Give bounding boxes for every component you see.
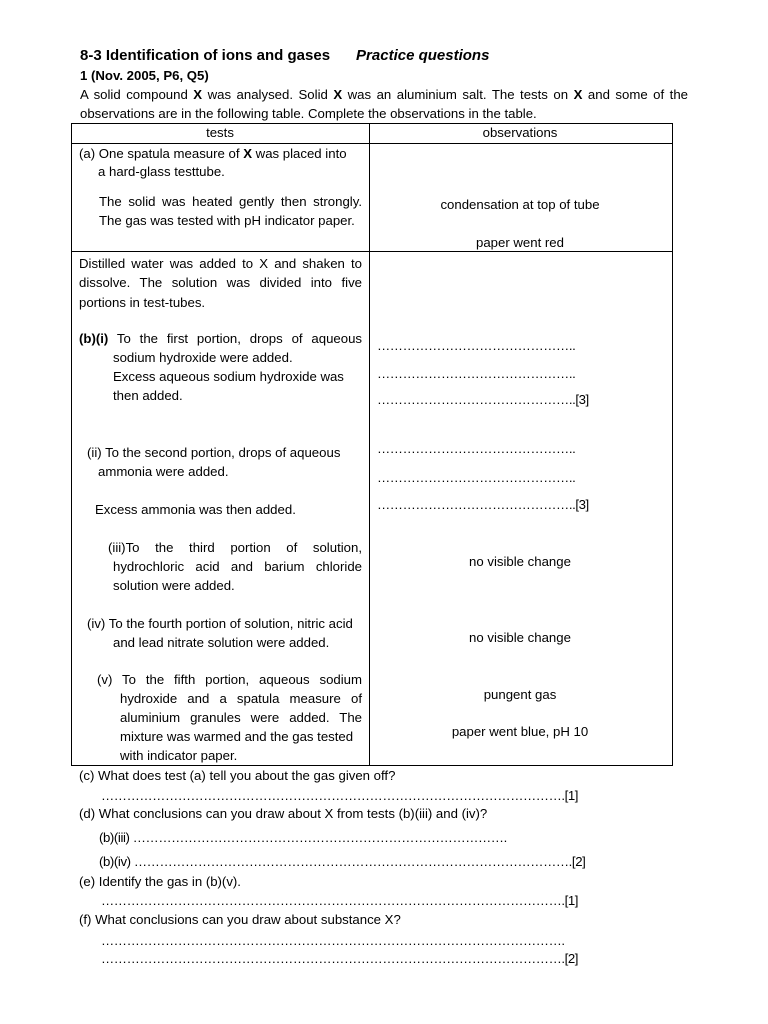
- test-b-ii-line1: (ii) To the second portion, drops of aqueous: [87, 445, 341, 460]
- question-d: (d) What conclusions can you draw about X from tests (b)(iii) and (iv)?: [79, 806, 488, 821]
- answer-line-c[interactable]: ……………………………………………………………………………………………….[1]: [101, 788, 579, 803]
- answer-line-b-i-3[interactable]: ………………………………………..[3]: [377, 392, 589, 407]
- answer-line-d-iv[interactable]: (b)(iv) ………………………………………………………………………………………….[2]: [99, 854, 586, 869]
- table-row-divider: [71, 251, 672, 252]
- obs-b-v-pungent: pungent gas: [483, 687, 557, 702]
- test-b-iii-line1: (iii)To the third portion of solution,: [108, 540, 362, 555]
- test-b-intro: Distilled water was added to X and shaken to dissolve. The solution was divided into five portions in test-tubes.: [79, 256, 362, 310]
- test-b-ii-line2: ammonia were added.: [98, 464, 229, 479]
- test-b-iv-line2: and lead nitrate solution were added.: [113, 635, 330, 650]
- test-b-iv-line1: (iv) To the fourth portion of solution, nitric acid: [87, 616, 353, 631]
- test-b-iii-line2: hydrochloric acid and barium chloride: [113, 559, 362, 574]
- test-b-v-line2: hydroxide and a spatula measure of: [120, 691, 362, 706]
- obs-b-v-paper-blue: paper went blue, pH 10: [451, 724, 589, 739]
- test-a-line1: (a) One spatula measure of X was placed into: [79, 146, 347, 161]
- answer-line-b-i-2[interactable]: ………………………………………..: [377, 366, 576, 381]
- answer-line-f-2[interactable]: ……………………………………………………………………………………………….[2]: [101, 951, 579, 966]
- obs-a-paper-red: paper went red: [476, 235, 564, 250]
- test-b-v-line1: (v) To the fifth portion, aqueous sodium: [97, 672, 362, 687]
- answer-line-e[interactable]: ……………………………………………………………………………………………….[1]: [101, 893, 579, 908]
- answer-line-b-ii-2[interactable]: ………………………………………..: [377, 470, 576, 485]
- obs-b-iv: no visible change: [469, 630, 571, 645]
- answer-line-b-ii-3[interactable]: ………………………………………..[3]: [377, 497, 589, 512]
- question-f: (f) What conclusions can you draw about substance X?: [79, 912, 401, 927]
- header-tests: tests: [206, 125, 234, 140]
- test-b-i-line2: sodium hydroxide were added.: [113, 350, 293, 365]
- obs-b-iii: no visible change: [469, 554, 571, 569]
- test-b-ii-line3: Excess ammonia was then added.: [95, 502, 296, 517]
- title-text: 8-3 Identification of ions and gases: [80, 47, 331, 64]
- answer-line-d-iii[interactable]: (b)(iii) …………………………………………………………………………….: [99, 830, 507, 845]
- test-a-heating: The solid was heated gently then strongly. The gas was tested with pH indicator paper.: [99, 194, 362, 229]
- test-a-line2: a hard-glass testtube.: [98, 164, 225, 179]
- answer-line-f-1[interactable]: ……………………………………………………………………………………………….: [101, 933, 565, 948]
- page-title: [80, 47, 489, 64]
- test-b-i-line3: Excess aqueous sodium hydroxide was: [113, 369, 344, 384]
- subtitle-text: Practice questions: [356, 47, 490, 64]
- question-e: (e) Identify the gas in (b)(v).: [79, 874, 241, 889]
- test-b-iii-line3: solution were added.: [113, 578, 235, 593]
- table-column-divider: [369, 123, 370, 765]
- table-header-divider: [71, 143, 672, 144]
- answer-line-b-i-1[interactable]: ………………………………………..: [377, 338, 576, 353]
- test-b-v-line3: aluminium granules were added. The: [120, 710, 362, 725]
- header-observations: observations: [482, 125, 558, 140]
- test-b-v-line4: mixture was warmed and the gas tested: [120, 729, 354, 744]
- test-b-i-line1: (b)(i) To the first portion, drops of aqueous: [79, 331, 362, 346]
- question-intro: A solid compound X was analysed. Solid X was an aluminium salt. The tests on X and some of the observations are in the following table. Complete the observations in the table.: [80, 87, 688, 121]
- test-b-v-line5: with indicator paper.: [120, 748, 238, 763]
- question-c: (c) What does test (a) tell you about the gas given off?: [79, 768, 396, 783]
- obs-a-condensation: condensation at top of tube: [440, 197, 600, 212]
- answer-line-b-ii-1[interactable]: ………………………………………..: [377, 441, 576, 456]
- test-b-i-line4: then added.: [113, 388, 183, 403]
- question-number: 1 (Nov. 2005, P6, Q5): [80, 68, 209, 83]
